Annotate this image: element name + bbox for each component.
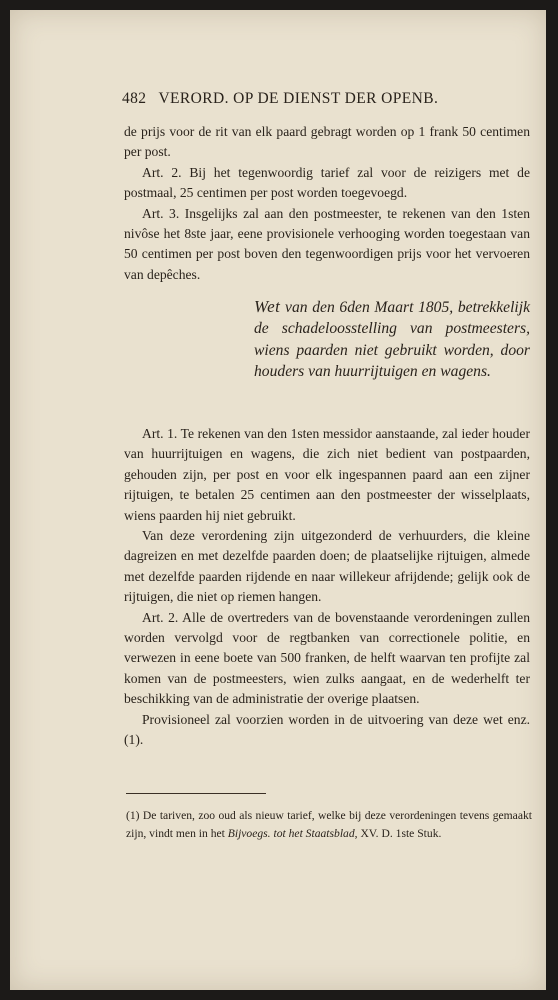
paragraph-art-2-penalties: Art. 2. Alle de overtreders van de bovenstaande verordeningen zullen worden vervolgd voor de regtbanken van correctionele politie, en verwezen in eene boete van 500 franken, de helft waarvan ten profijte zal komen van de postmeesters, wien zulks aangaat, en de wederhelft ter beschikking van de administratie der overige plaatsen. <box>124 609 530 707</box>
paragraph-exceptions: Van deze verordening zijn uitgezonderd de verhuurders, die kleine dagreizen en met dezelfde paarden doen; de plaatselijke rijtuigen, almede met dezelfde paarden rijdende en naar willekeur afrijdende; gelijk ook de rijtuigen, die niet op riemen hangen. <box>124 528 530 605</box>
paragraph-art-3: Art. 3. Insgelijks zal aan den postmeester, te rekenen van den 1sten nivôse het 8ste jaar, eene provisionele verhooging worden toegestaan van 50 centimen per post boven den tegenwoordigen prijs voor het vervoeren van depêches. <box>124 205 530 282</box>
footnote-divider <box>126 793 266 794</box>
footnote-text: (1) De tariven, zoo oud als nieuw tarief, welke bij deze verordeningen tevens gemaakt zijn, vindt men in het <box>126 809 532 840</box>
paragraph-provisional: Provisioneel zal voorzien worden in de uitvoering van deze wet enz. (1). <box>124 711 530 748</box>
paragraph-art-1: Art. 1. Te rekenen van den 1sten messidor aanstaande, zal ieder houder van huurrijtuigen en wagens, die zich niet bedient van postpaarden, gehouden zijn, per post en voor elk ingespannen paard aan een zijner rijtuigen, te betalen 25 centimen aan den postmeester der wisselplaats, wiens paarden hij niet gebruikt. <box>124 426 530 523</box>
footnote-text-end: , XV. D. 1ste Stuk. <box>354 826 442 840</box>
footnote-reference: Bijvoegs. tot het Staatsblad <box>227 826 355 840</box>
running-header <box>122 90 502 108</box>
lower-text-block <box>124 424 530 751</box>
page-number: 482 <box>122 90 147 107</box>
footnote <box>126 807 532 842</box>
law-title-lead: Wet <box>254 297 281 316</box>
law-title <box>254 296 530 383</box>
book-page <box>10 10 546 990</box>
running-title: VERORD. OP DE DIENST DER OPENB. <box>158 90 439 107</box>
upper-text-block <box>124 122 530 285</box>
paragraph-art-2: Art. 2. Bij het tegenwoordig tarief zal voor de reizigers met de postmaal, 25 centimen per post worden toegevoegd. <box>124 164 530 201</box>
paragraph-continuation: de prijs voor de rit van elk paard gebragt worden op 1 frank 50 centimen per post. <box>124 124 530 160</box>
law-title-rest: van den 6den Maart 1805, betrekkelijk de schadeloosstelling van postmeesters, wiens paarden niet gebruikt worden, door houders van huurrijtuigen en wagens. <box>254 299 530 381</box>
